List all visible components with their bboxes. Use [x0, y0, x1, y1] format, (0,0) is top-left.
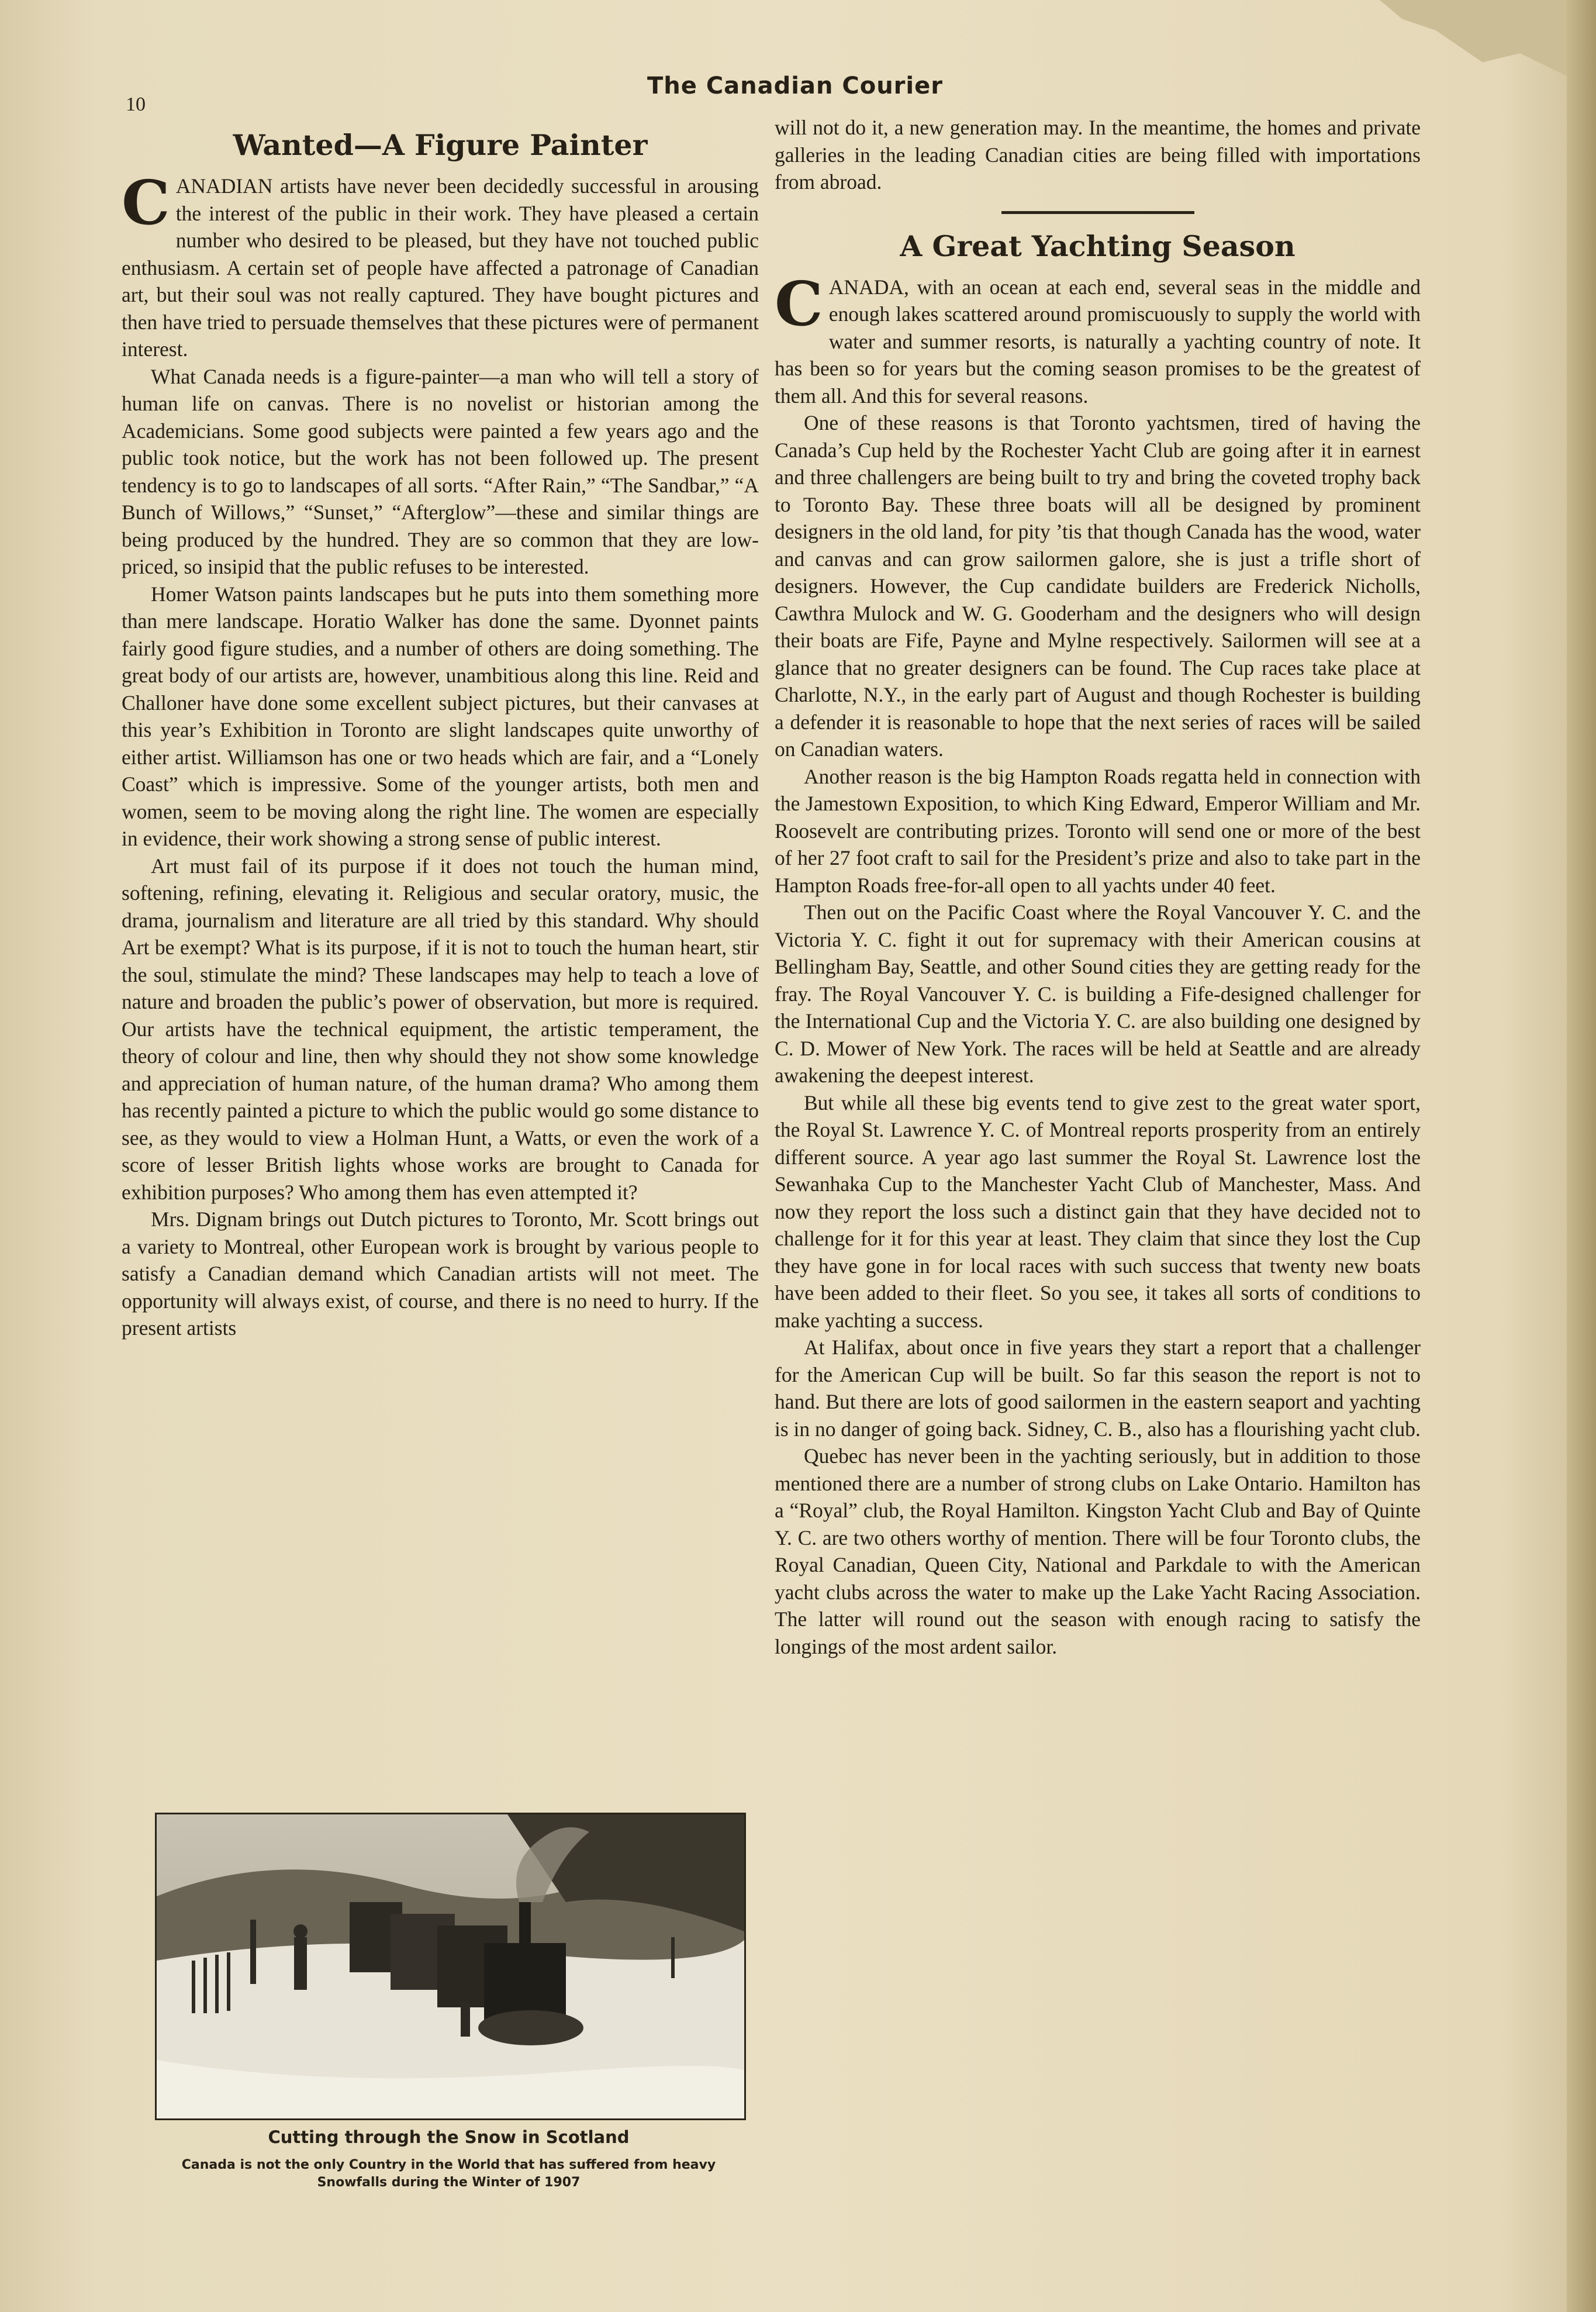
article-yachting-paragraph: Then out on the Pacific Coast where the Royal Vancouver Y. C. and the Victoria Y. C. fight it out for supremacy with their American cousins at Bellingham Bay, Seattle, and other Sound cities they are getting ready for the fray. The Royal Vancouver Y. C. is building a Fife-designed challenger for the International Cup and the Victoria Y. C. are also building one designed by C. D. Mower of New York. The races will be held at Seattle and are already awakening the deepest interest.	[775, 900, 1421, 1087]
article-yachting-paragraph: CANADA, with an ocean at each end, several seas in the middle and enough lakes scattered around promiscuously to supply the world with water and summer resorts, is naturally a yachting country of note. It has been so for years but the coming season promises to be the greatest of them all. And this for several reasons.	[775, 267, 1421, 408]
drop-cap: C	[775, 267, 823, 340]
drop-cap: C	[122, 167, 170, 239]
photo-caption-subtitle: Canada is not the only Country in the World that has suffered from heavy Snowfalls during the Winter of 1907	[181, 2158, 716, 2190]
right-column	[775, 114, 1421, 1660]
article-yachting-paragraph: One of these reasons is that Toronto yachtsmen, tired of having the Canada’s Cup held by the Rochester Yacht Club are going after it in earnest and three challengers are being built to try and bring the coveted trophy back to Toronto Bay. These three boats will all be designed by prominent designers in the old land, for pity ’tis that though Canada has the wood, water and canvas and can grow sailormen galore, she is just a trifle short of designers. However, the Cup candidate builders are Frederick Nicholls, Cawthra Mulock and W. G. Gooderham and the designers who will design their boats are Fife, Payne and Mylne respectively. Sailormen will see at a glance that no greater designers can be found. The Cup races take place at Charlotte, N.Y., in the early part of August and though Rochester is building a defender it is reasonable to hope that the next series of races will be sailed on Canadian waters.	[775, 411, 1421, 761]
left-column	[122, 126, 759, 1342]
page-binding-edge	[1567, 0, 1596, 2312]
article-yachting-paragraph: Quebec has never been in the yachting seriously, but in addition to those mentioned there are a number of strong clubs on Lake Ontario. Hamilton has a “Royal” club, the Royal Hamilton. Kingston Yacht Club and Bay of Quinte Y. C. are two others worthy of mention. There will be four Toronto clubs, the Royal Canadian, Queen City, National and Parkdale to with the American yacht clubs across the water to make up the Lake Yacht Racing Association. The latter will round out the season with enough racing to satisfy the longings of the most ardent sailor.	[775, 1444, 1421, 1658]
article-figure-painter-paragraph: Art must fail of its purpose if it does not touch the human mind, softening, refining, elevating it. Religious and secular oratory, music, the drama, journalism and literature are all tried by this standard. Why should Art be exempt? What is its purpose, if it is not to touch the human heart, stir the soul, stimulate the mind? These landscapes may help to teach a love of nature and broaden the public’s power of observation, but more is required. Our artists have the technical equipment, the artistic temperament, the theory of colour and line, then why should they not show some knowledge and appreciation of human nature, of the human drama? Who among them has recently painted a picture to which the public would go some distance to see, as they would to view a Holman Hunt, a Watts, or even the work of a score of lesser British lights whose works are brought to Canada for exhibition purposes? Who among them has even attempted it?	[122, 854, 759, 1204]
article-yachting-paragraph: At Halifax, about once in five years they start a report that a challenger for the American Cup will be built. So far this season the report is not to hand. But there are lots of good sailormen in the eastern seaport and yachting is in no danger of going back. Sidney, C. B., also has a flourishing yacht club.	[775, 1336, 1421, 1441]
photo-caption-title: Cutting through the Snow in Scotland	[268, 2127, 630, 2147]
article-figure-painter-paragraph: Homer Watson paints landscapes but he puts into them something more than mere landscape. Horatio Walker has done the same. Dyonnet paints fairly good figure studies, and a number of others are doing something. The great body of our artists are, however, unambitious along this line. Reid and Challoner have done some excellent subject pictures, but their canvases at this year’s Exhibition in Toronto are slight landscapes quite unworthy of either artist. Williamson has one or two heads which are fair, and a “Lonely Coast” which is impressive. Some of the younger artists, both men and women, seem to be moving along the right line. The women are especially in evidence, their work showing a strong sense of public interest.	[122, 582, 759, 850]
publication-title: The Canadian Courier	[647, 73, 943, 99]
article-figure-painter-paragraph: CANADIAN artists have never been decidedly successful in arousing the interest of the public in their work. They have pleased a certain number who desired to be pleased, but they have not touched public enthusiasm. A certain set of people have affected a patronage of Canadian art, but their soul was not really captured. They have bought pictures and then have tried to persuade themselves that these pictures were of permanent interest.	[122, 167, 759, 361]
article-figure-painter-paragraph: What Canada needs is a figure-painter—a man who will tell a story of human life on canvas. There is no novelist or historian among the Academicians. Some good subjects were painted a few years ago and the public took notice, but the work has not been followed up. The present tendency is to go to landscapes of all sorts. “After Rain,” “The Sandbar,” “A Bunch of Willows,” “Sunset,” “Afterglow”—these and similar things are being produced by the hundred. They are so common that they are low-priced, so insipid that the public refuses to be interested.	[122, 364, 759, 578]
article-figure-painter-paragraph: Mrs. Dignam brings out Dutch pictures to Toronto, Mr. Scott brings out a variety to Montreal, other European work is brought by various people to satisfy a Canadian demand which Canadian artists will not meet. The opportunity will always exist, of course, and there is no need to hurry. If the present artists	[122, 1207, 759, 1340]
page-number: 10	[126, 94, 146, 115]
article-figure-painter-headline: Wanted—A Figure Painter	[233, 128, 648, 162]
article-yachting-paragraph: Another reason is the big Hampton Roads regatta held in connection with the Jamestown Exposition, to which King Edward, Emperor William and Mr. Roosevelt are contributing prizes. Toronto will send one or more of the best of her 27 foot craft to sail for the President’s prize and also to take part in the Hampton Roads free-for-all open to all yachts under 40 feet.	[775, 764, 1421, 897]
snow-train-photo-image	[157, 1814, 744, 2118]
article-yachting-paragraph: But while all these big events tend to give zest to the great water sport, the Royal St. Lawrence Y. C. of Montreal reports prosperity from an entirely different source. A year ago last summer the Royal St. Lawrence lost the Sewanhaka Cup to the Manchester Yacht Club of Manchester, Mass. And now they report the loss such a distinct gain that they have decided not to challenge for it for this year at least. They claim that since they lost the Cup they have gone in for local races with such success that twenty new boats have been added to their fleet. So you see, it takes all sorts of conditions to make yachting a success.	[775, 1091, 1421, 1332]
torn-corner	[1380, 0, 1567, 76]
article-figure-painter-continuation: will not do it, a new generation may. In the meantime, the homes and private galleries in the leading Canadian cities are being filled with importations from abroad.	[775, 116, 1421, 194]
article-yachting-headline: A Great Yachting Season	[900, 229, 1296, 263]
article-divider-rule	[1001, 211, 1194, 214]
snow-train-photo	[155, 1813, 746, 2120]
